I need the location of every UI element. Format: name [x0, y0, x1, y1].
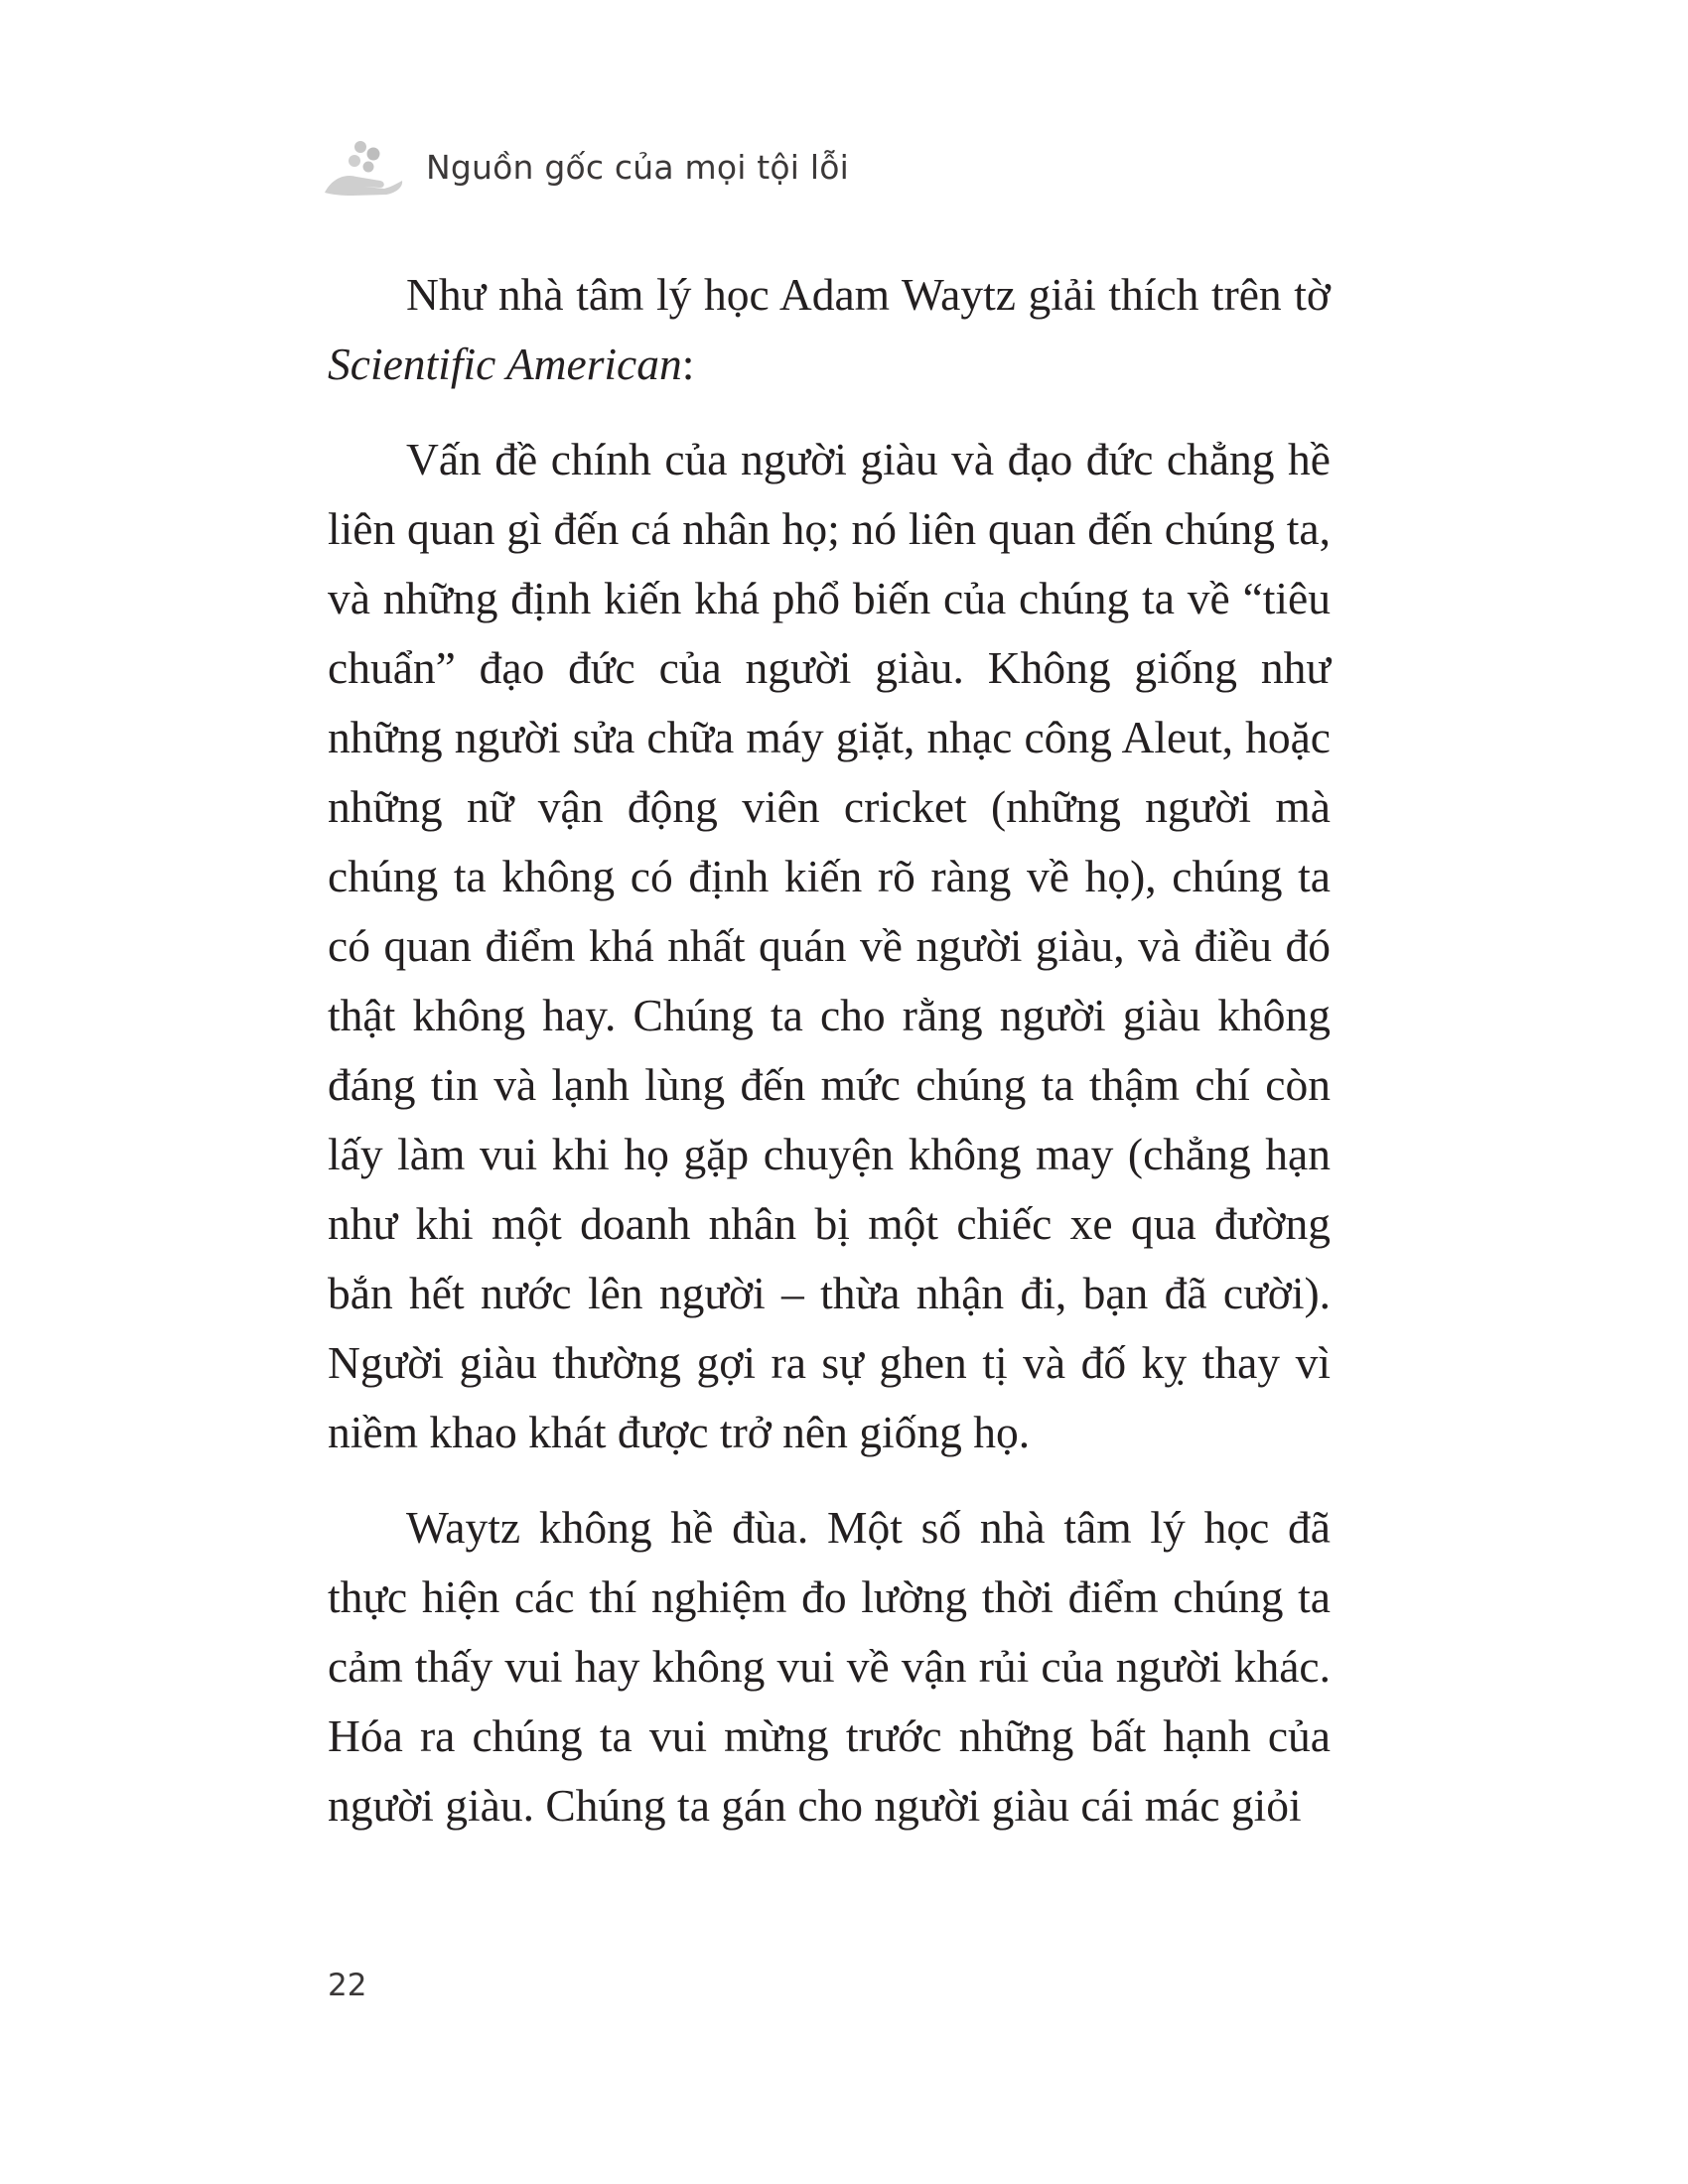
hand-with-coins-icon	[323, 137, 404, 197]
intro-paragraph	[328, 260, 1331, 399]
closing-paragraph: Waytz không hề đùa. Một số nhà tâm lý học đã thực hiện các thí nghiệm đo lường thời điểm chúng ta cảm thấy vui hay không vui về vận rủi của người khác. Hóa ra chúng ta vui mừng trước những bất hạnh của người giàu. Chúng ta gán cho người giàu cái mác giỏi	[328, 1502, 1331, 1831]
block-quote: Vấn đề chính của người giàu và đạo đức chẳng hề liên quan gì đến cá nhân họ; nó liên quan đến chúng ta, và những định kiến khá phổ biến của chúng ta về “tiêu chuẩn” đạo đức của người giàu. Không giống như những người sửa chữa máy giặt, nhạc công Aleut, hoặc những nữ vận động viên cricket (những người mà chúng ta không có định kiến rõ ràng về họ), chúng ta có quan điểm khá nhất quán về người giàu, và điều đó thật không hay. Chúng ta cho rằng người giàu không đáng tin và lạnh lùng đến mức chúng ta thậm chí còn lấy làm vui khi họ gặp chuyện không may (chẳng hạn như khi một doanh nhân bị một chiếc xe qua đường bắn hết nước lên người – thừa nhận đi, bạn đã cười). Người giàu thường gợi ra sự ghen tị và đố kỵ thay vì niềm khao khát được trở nên giống họ.	[328, 434, 1331, 1457]
intro-colon: :	[681, 339, 695, 389]
body-text	[328, 260, 1331, 1841]
header-title: Nguồn gốc của mọi tội lỗi	[426, 147, 849, 187]
running-header	[323, 137, 849, 197]
intro-text: Như nhà tâm lý học Adam Waytz giải thích trên tờ	[406, 269, 1331, 320]
page-number: 22	[328, 1968, 367, 2003]
publication-title: Scientific American	[328, 339, 682, 389]
